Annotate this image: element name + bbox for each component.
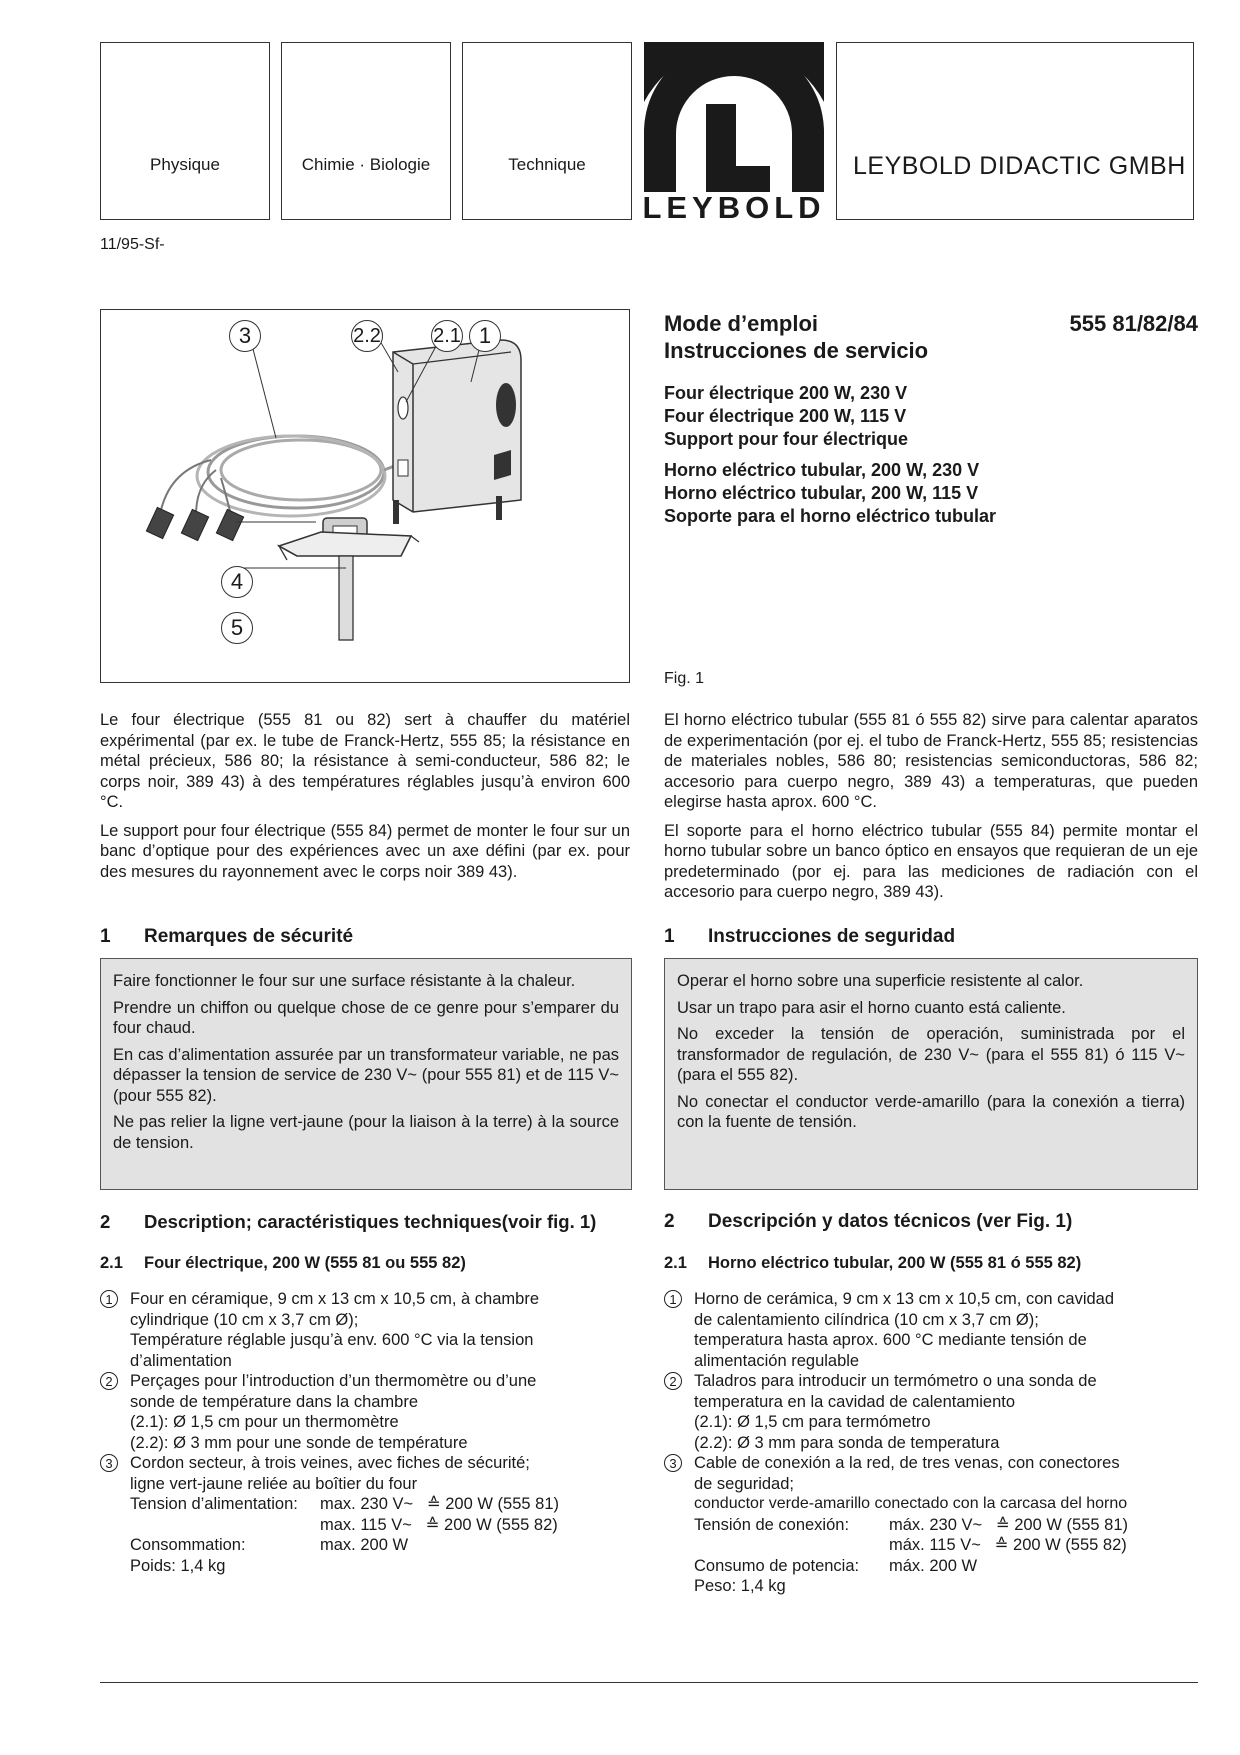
fr-intro-p2: Le support pour four électrique (555 84) permet de monter le four sur un banc d’optique pour des expériences avec un axe défini (par ex. pour des mesures du rayonnement avec le corps noir 389 43).	[100, 821, 630, 881]
section-title: Instrucciones de seguridad	[708, 926, 956, 947]
section-title: Remarques de sécurité	[144, 926, 354, 947]
spec-table	[130, 1494, 630, 1556]
es-subsection-heading	[664, 1254, 1081, 1273]
product-line: Four électrique 200 W, 115 V	[664, 406, 907, 426]
product-line: Horno eléctrico tubular, 200 W, 230 V	[664, 460, 980, 480]
item-line: Four en céramique, 9 cm x 13 cm x 10,5 cm, à chambre	[130, 1290, 539, 1308]
product-line: Four électrique 200 W, 230 V	[664, 383, 908, 403]
safety-note: Operar el horno sobre una superficie resistente al calor.	[677, 972, 1084, 990]
list-item	[664, 1289, 1198, 1371]
fr-item-list	[100, 1289, 630, 1576]
item-line: (2.2): Ø 3 mm pour une sonde de température	[130, 1433, 468, 1452]
header-box-label: Physique	[150, 155, 220, 174]
header-box-label: Technique	[508, 155, 586, 174]
item-number-icon: 1	[100, 1290, 118, 1308]
header-box-chemistry	[281, 42, 451, 220]
spec-value: max. 200 W	[320, 1536, 409, 1554]
title-block	[664, 310, 1198, 528]
item-line: sonde de température dans la chambre	[130, 1392, 419, 1411]
safety-note: Usar un trapo para asir el horno cuanto está caliente.	[677, 998, 1066, 1017]
leybold-logo	[640, 42, 828, 225]
item-line: cylindrique (10 cm x 3,7 cm Ø);	[130, 1310, 359, 1329]
es-section1-heading	[664, 926, 955, 948]
callout-2-1: 2.1	[431, 320, 463, 352]
list-item	[100, 1371, 630, 1453]
item-line: temperatura en la cavidad de calentamiento	[694, 1392, 1016, 1411]
figure-caption: Fig. 1	[664, 670, 705, 687]
product-line: Support pour four électrique	[664, 429, 909, 449]
product-line: Horno eléctrico tubular, 200 W, 115 V	[664, 483, 979, 503]
es-intro-p1: El horno eléctrico tubular (555 81 ó 555 82) sirve para calentar aparatos de experimentación (por ej. el tubo de Franck-Hertz, 555 85; resistencias de materiales nobles, 586 80; resistencias semiconductoras, 586 82; accesorio para cuerpo negro, 389 43) a temperaturas, que pueden elegirse hasta aprox. 600 °C.	[664, 711, 1198, 811]
fr-safety-box	[100, 958, 632, 1190]
item-line: (2.1): Ø 1,5 cm pour un thermomètre	[130, 1413, 399, 1431]
safety-note: No exceder la tensión de operación, suministrada por el transformador de regulación, de 230 V~ (para el 555 81) ó 115 V~ (para el 555 82).	[677, 1025, 1185, 1084]
section-number: 1	[100, 926, 111, 947]
item-line: de calentamiento cilíndrica (10 cm x 3,7 cm Ø);	[694, 1310, 1039, 1329]
item-line: conductor verde-amarillo conectado con la carcasa del horno	[694, 1495, 1128, 1512]
spec-value: max. 115 V~ ≙ 200 W (555 82)	[320, 1515, 558, 1534]
fr-intro	[100, 710, 630, 890]
fr-section2-heading	[100, 1211, 596, 1233]
title-mode: Mode d’emploi	[664, 311, 818, 336]
item-number-icon: 3	[664, 1454, 682, 1472]
item-line: Poids: 1,4 kg	[130, 1556, 226, 1575]
item-line: ligne vert-jaune reliée au boîtier du four	[130, 1474, 418, 1493]
section-number: 2	[664, 1211, 675, 1232]
item-number-icon: 1	[664, 1290, 682, 1308]
item-number-icon: 2	[664, 1372, 682, 1390]
callout-3: 3	[229, 320, 261, 352]
products-fr	[664, 382, 1198, 451]
products-es	[664, 459, 1198, 528]
spec-label: Consommation:	[130, 1536, 246, 1554]
section-number: 2	[100, 1211, 111, 1232]
product-number: 555 81/82/84	[1069, 311, 1198, 336]
company-name: LEYBOLD DIDACTIC GMBH	[853, 152, 1186, 180]
item-line: d’alimentation	[130, 1351, 232, 1370]
company-box	[836, 42, 1194, 220]
section-title: Descripción y datos técnicos (ver Fig. 1)	[708, 1211, 1073, 1232]
callout-2-2: 2.2	[351, 320, 383, 352]
spec-label: Tension d’alimentation:	[130, 1495, 298, 1513]
es-safety-box	[664, 958, 1198, 1190]
item-line: Cable de conexión a la red, de tres venas, con conectores	[694, 1454, 1120, 1472]
item-line: de seguridad;	[694, 1474, 794, 1493]
spec-table	[694, 1515, 1198, 1577]
item-line: (2.1): Ø 1,5 cm para termómetro	[694, 1413, 931, 1431]
es-section2-heading	[664, 1211, 1072, 1233]
item-line: (2.2): Ø 3 mm para sonda de temperatura	[694, 1433, 1000, 1452]
spec-value: max. 230 V~ ≙ 200 W (555 81)	[320, 1495, 559, 1513]
title-instr: Instrucciones de servicio	[664, 338, 929, 363]
product-line: Soporte para el horno eléctrico tubular	[664, 506, 997, 526]
item-number-icon: 2	[100, 1372, 118, 1390]
header-box-technique	[462, 42, 632, 220]
fr-section1-heading	[100, 926, 353, 948]
subsection-title: Four électrique, 200 W (555 81 ou 555 82)	[144, 1254, 466, 1272]
logo-wordmark: LEYBOLD	[642, 190, 826, 225]
list-item	[664, 1453, 1198, 1597]
es-intro-p2: El soporte para el horno eléctrico tubular (555 84) permite montar el horno tubular sobre un banco óptico en ensayos que requieran de un eje predeterminado (por ej. para las mediciones de radiación con el accesorio para cuerpo negro, 389 43).	[664, 821, 1198, 901]
subsection-number: 2.1	[664, 1254, 687, 1272]
es-item-list	[664, 1289, 1198, 1597]
item-line: Horno de cerámica, 9 cm x 13 cm x 10,5 cm, con cavidad	[694, 1290, 1115, 1308]
spec-label: Consumo de potencia:	[694, 1556, 860, 1575]
item-line: Perçages pour l’introduction d’un thermomètre ou d’une	[130, 1372, 537, 1390]
fr-subsection-heading	[100, 1254, 466, 1273]
safety-note: Ne pas relier la ligne vert-jaune (pour la liaison à la terre) à la source de tension.	[113, 1113, 619, 1152]
spec-value: máx. 230 V~ ≙ 200 W (555 81)	[889, 1515, 1128, 1534]
list-item	[664, 1371, 1198, 1453]
furnace-illustration	[101, 310, 628, 681]
item-line: Peso: 1,4 kg	[694, 1577, 786, 1595]
header-box-physique	[100, 42, 270, 220]
es-intro	[664, 710, 1198, 911]
fr-intro-p1: Le four électrique (555 81 ou 82) sert à chauffer du matériel expérimental (par ex. le tube de Franck-Hertz, 555 85; la résistance en métal précieux, 586 80; la résistance à semi-conducteur, 586 82; le corps noir, 389 43) à des températures réglables jusqu’à environ 600 °C.	[100, 711, 630, 811]
item-line: alimentación regulable	[694, 1351, 860, 1370]
item-number-icon: 3	[100, 1454, 118, 1472]
safety-note: En cas d’alimentation assurée par un transformateur variable, ne pas dépasser la tension de service de 230 V~ (pour 555 81) et de 115 V~ (pour 555 82).	[113, 1045, 619, 1105]
item-line: Cordon secteur, à trois veines, avec fiches de sécurité;	[130, 1454, 530, 1472]
item-line: Taladros para introducir un termómetro o una sonda de	[694, 1372, 1097, 1390]
spec-label: Tensión de conexión:	[694, 1515, 850, 1534]
doc-code: 11/95-Sf-	[100, 236, 165, 253]
safety-note: Faire fonctionner le four sur une surface résistante à la chaleur.	[113, 972, 576, 990]
spec-value: máx. 200 W	[889, 1556, 978, 1575]
footer-rule	[100, 1682, 1198, 1683]
safety-note: No conectar el conductor verde-amarillo (para la conexión a tierra) con la fuente de tensión.	[677, 1092, 1185, 1131]
section-number: 1	[664, 926, 675, 947]
section-title: Description; caractéristiques techniques(voir fig. 1)	[144, 1211, 597, 1232]
figure-box	[100, 309, 630, 683]
callout-1: 1	[469, 320, 501, 352]
callout-5: 5	[221, 612, 253, 644]
subsection-number: 2.1	[100, 1254, 123, 1272]
callout-4: 4	[221, 566, 253, 598]
subsection-title: Horno eléctrico tubular, 200 W (555 81 ó 555 82)	[708, 1254, 1082, 1272]
list-item	[100, 1453, 630, 1576]
header-box-label: Chimie · Biologie	[301, 155, 431, 174]
spec-value: máx. 115 V~ ≙ 200 W (555 82)	[889, 1536, 1127, 1554]
item-line: temperatura hasta aprox. 600 °C mediante tensión de	[694, 1331, 1087, 1349]
item-line: Température réglable jusqu’à env. 600 °C via la tension	[130, 1331, 534, 1349]
safety-note: Prendre un chiffon ou quelque chose de ce genre pour s’emparer du four chaud.	[113, 998, 619, 1037]
list-item	[100, 1289, 630, 1371]
